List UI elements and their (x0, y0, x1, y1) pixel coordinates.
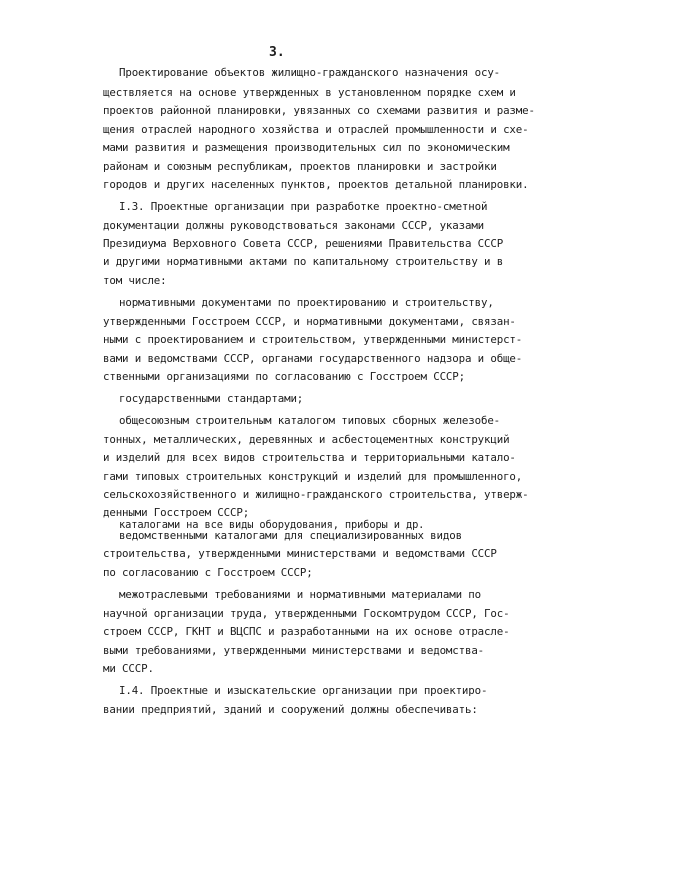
list-item-line: тонных, металлических, деревянных и асбестоцементных конструкций (103, 433, 510, 446)
paragraph-line: том числе: (103, 274, 167, 287)
list-item-line: межотраслевыми требованиями и нормативными материалами по (119, 588, 481, 601)
paragraph-heading-1-4: I.4. Проектные и изыскательские организации при проектиро- (119, 684, 488, 697)
list-item-line: ведомственными каталогами для специализированных видов (119, 529, 462, 542)
paragraph-line: Проектирование объектов жилищно-гражданского назначения осу- (119, 66, 501, 79)
paragraph-line: ществляется на основе утвержденных в установленном порядке схем и (103, 86, 516, 99)
list-item-line: денными Госстроем СССР; (103, 506, 250, 519)
paragraph-line: и другими нормативными актами по капитальному строительству и в (103, 255, 504, 268)
list-item-line: научной организации труда, утвержденными Госкомтрудом СССР, Гос- (103, 607, 510, 620)
paragraph-line: мами развития и размещения производительных сил по экономическим (103, 141, 510, 154)
list-item-line: нормативными документами по проектированию и строительству, (119, 296, 494, 309)
paragraph-line: районам и союзным республикам, проектов планировки и застройки (103, 160, 497, 173)
list-item-line: государственными стандартами; (119, 392, 304, 405)
list-item-line: и изделий для всех видов строительства и территориальными катало- (103, 451, 516, 464)
inserted-line: каталогами на все виды оборудования, приборы и др. (119, 519, 425, 531)
paragraph-line: Президиума Верховного Совета СССР, решениями Правительства СССР (103, 237, 504, 250)
list-item-line: общесоюзным строительным каталогом типовых сборных железобе- (119, 414, 501, 427)
paragraph-line: городов и других населенных пунктов, проектов детальной планировки. (103, 178, 529, 191)
list-item-line: ными с проектированием и строительством, утвержденными министерст- (103, 333, 523, 346)
paragraph-line: щения отраслей народного хозяйства и отраслей промышленности и схе- (103, 123, 529, 136)
list-item-line: ми СССР. (103, 662, 154, 675)
list-item-line: выми требованиями, утвержденными министерствами и ведомства- (103, 644, 485, 657)
paragraph-heading-1-3: I.3. Проектные организации при разработке проектно-сметной (119, 200, 488, 213)
paragraph-line: документации должны руководствоваться законами СССР, указами (103, 219, 485, 232)
list-item-line: строем СССР, ГКНТ и ВЦСПС и разработанными на их основе отрасле- (103, 625, 510, 638)
list-item-line: гами типовых строительных конструкций и изделий для промышленного, (103, 470, 523, 483)
list-item-line: утвержденными Госстроем СССР, и нормативными документами, связан- (103, 315, 516, 328)
list-item-line: вами и ведомствами СССР, органами государственного надзора и обще- (103, 352, 523, 365)
paragraph-line: вании предприятий, зданий и сооружений должны обеспечивать: (103, 703, 478, 716)
list-item-line: строительства, утвержденными министерствами и ведомствами СССР (103, 547, 497, 560)
list-item-line: сельскохозяйственного и жилищно-гражданского строительства, утверж- (103, 488, 529, 501)
list-item-line: по согласованию с Госстроем СССР; (103, 566, 313, 579)
paragraph-line: проектов районной планировки, увязанных со схемами развития и разме- (103, 104, 535, 117)
list-item-line: ственными организациями по согласованию с Госстроем СССР; (103, 370, 465, 383)
page-number: 3. (269, 45, 285, 60)
